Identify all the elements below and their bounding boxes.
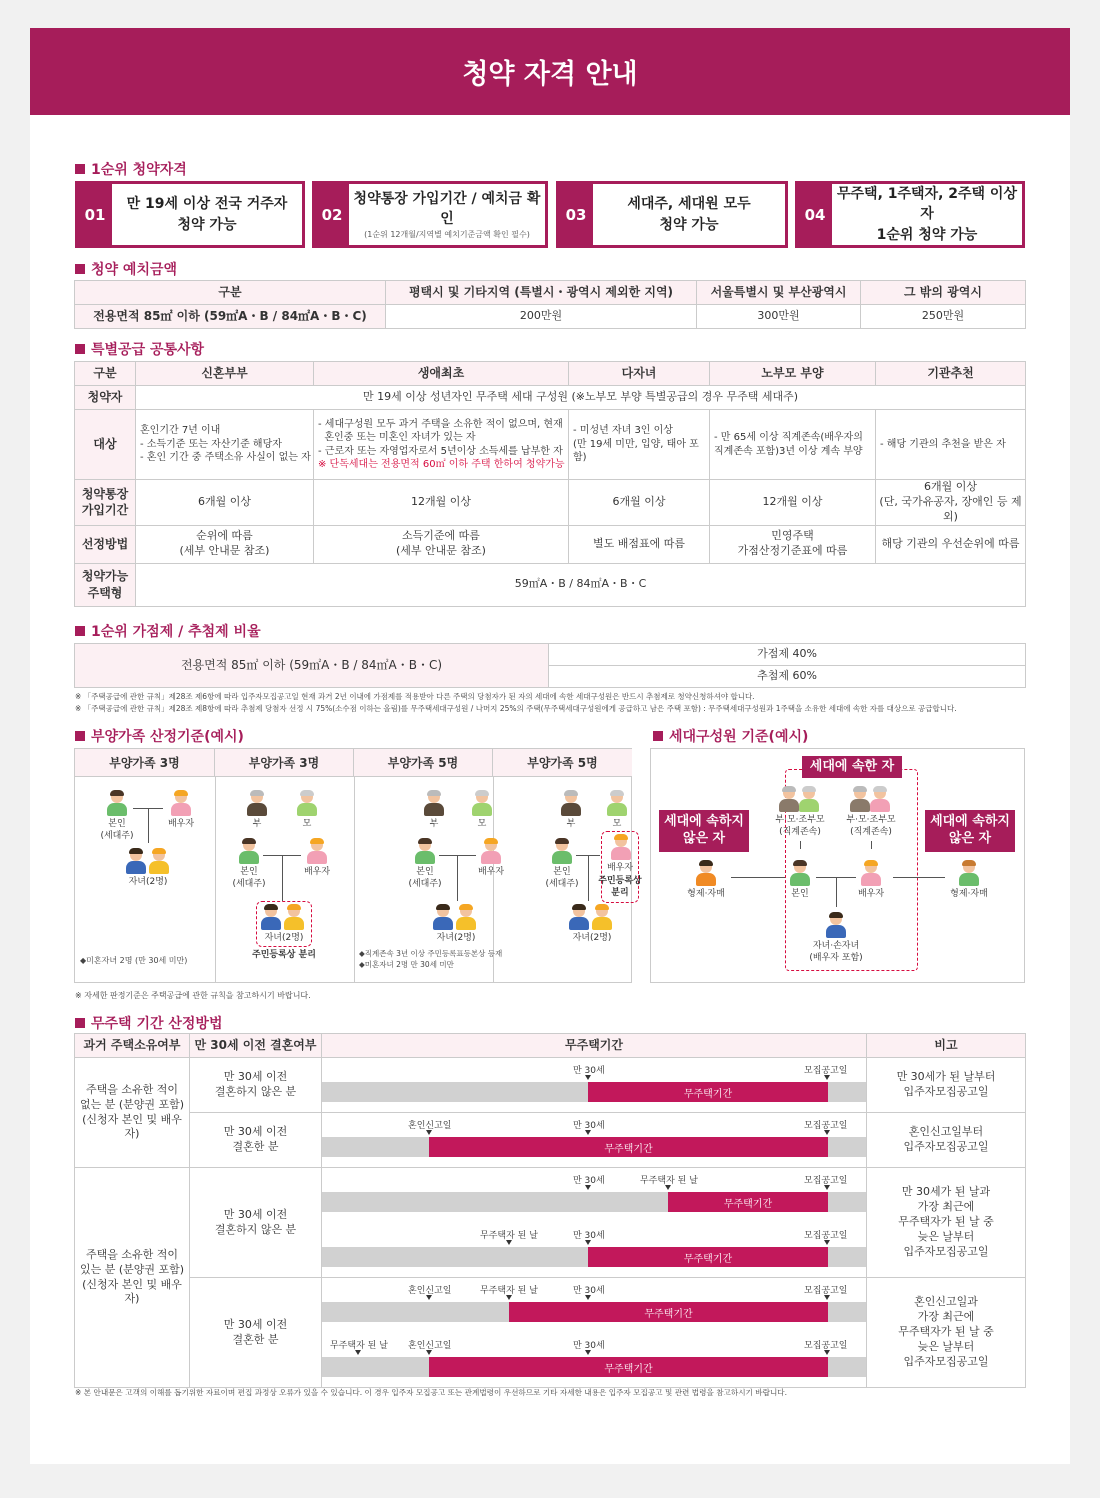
qual-box-4 — [795, 181, 1025, 248]
dep-col-1-title: 부양가족 3명 — [75, 749, 215, 777]
qual-number: 02 — [315, 184, 349, 245]
qual-line-2: 청약 가능 — [659, 216, 719, 233]
page — [30, 28, 1070, 1464]
tl-bar: 무주택기간 — [668, 1192, 828, 1212]
section-title-6: 세대구성원 기준(예시) — [653, 726, 808, 746]
tl-nohome: 무주택자 된 날 — [330, 1341, 388, 1351]
qual-line-2: 1순위 청약 가능 — [876, 226, 978, 243]
dep-col-4-title: 부양가족 5명 — [493, 749, 632, 777]
household-panel: 세대에 속한 자 세대에 속하지 않은 자 세대에 속하지 않은 자 부·모·조부모 (직계존속) 부·모·조부모 (직계존속) 본인 배우자 형제·자매 형제·자매 자녀·손자녀 (배우자 포함) — [650, 748, 1025, 983]
dep-col-3-title: 부양가족 5명 — [354, 749, 493, 777]
special-supply-table: 구분 신혼부부 생애최초 다자녀 노부모 부양 기관추천 청약자 만 19세 이상 성년자인 무주택 세대 구성원 (※노부모 부양 특별공급의 경우 무주택 세대주) 대상 혼인기간 7년 이내 - 소득기준 또는 자산기준 해당자 - 혼인 기간 중 주택소유 사실이 없는 자 - 세대구성원 모두 과거 주택을 소유한 적이 없으며, 현재 혼인중 또는 미혼인 자녀가 있는 자 - 근로자 또는 자영업자로서 5년이상 소득세를 납부한 자 ※ 단독세대는 전용면적 60㎡ 이하 주택 한하여 청약가능 - 미성년 자녀 3인 이상 (만 19세 미만, 입양, 태아 포함) - 만 65세 이상 직계존속(배우자의 직계존속 포함)3년 이상 계속 부양 - 해당 기관의 추천을 받은 자 청약통장 가입기간 6개월 이상 12개월 이상 6개월 이상 12개월 이상 6개월 이상 (단, 국가유공자, 장애인 등 제외) 선정방법 순위에 따름 (세부 안내문 참조) 소득기준에 따름 (세부 안내문 참조) 별도 배점표에 따름 민영주택 가점산정기준표에 따름 해당 기관의 우선순위에 따름 청약가능 주택형 59㎡A・B / 84㎡A・B・C — [74, 361, 1026, 607]
qual-line-1: 만 19세 이상 전국 거주자 — [126, 196, 288, 213]
grandfather-icon — [778, 787, 800, 813]
dep-note: ※ 자세한 판정기준은 주택공급에 관한 규칙을 참고하시기 바랍니다. — [75, 991, 311, 1000]
grandmother-icon — [869, 787, 891, 813]
father-icon — [246, 791, 268, 817]
qual-line-1: 청약통장 가입기간 / 예치금 확인 — [353, 191, 541, 228]
dependent-panel: 부양가족 3명 부양가족 3명 부양가족 5명 부양가족 5명 본인 (세대주) 배우자 자녀(2명) ◆미혼자녀 2명 (만 30세 미만) 부 모 본인 (세대주) 배우자 자녀(2명) 주민등록상 분리 부 모 본인 (세대주) 배우자 자녀(2명) ◆직계존속 3년 이상 주민등록표등본상 등재 ◆미혼자녀 2명 만 30세 미만 부 모 본인 (세대주) 배우자 주민등록상 분리 자녀(2명) — [74, 748, 632, 983]
ratio-note-2: ※ 「주택공급에 관한 규칙」제28조 제8항에 따라 추첨제 당첨자 선정 시 75%(소수점 이하는 올림)를 무주택세대구성원 / 나머지 25%의 주택(무주택세대구성원에게 공급하고 남은 주택 포함) : 무주택세대구성원과 1주택을 소유한 세대에 속한 자를 대상으로 공급합니다. — [75, 704, 957, 713]
child-girl-icon — [283, 905, 305, 931]
self-man-icon — [106, 791, 128, 817]
mother-icon — [296, 791, 318, 817]
tl-notice: 모집공고일 — [804, 1341, 848, 1351]
child-boy-icon — [125, 849, 147, 875]
nohome-table: 과거 주택소유여부 만 30세 이전 결혼여부 무주택기간 비고 주택을 소유한 적이 없는 분 (분양권 포함) (신청자 본인 및 배우자) 만 30세 이전 결혼하지 않은 분 만 30세가 된 날부터 입주자모집공고일 만 30세 이전 결혼한 분 혼인신고일부터 입주자모집공고일 주택을 소유한 적이 있는 분 (분양권 포함) (신청자 본인 및 배우자) 만 30세 이전 결혼하지 않은 분 만 30세가 된 날과 가장 최근에 무주택자가 된 날 중 늦은 날부터 입주자모집공고일 만 30세 이전 결혼한 분 혼인신고일과 가장 최근에 무주택자가 된 날 중 늦은 날부터 입주자모집공고일 — [74, 1033, 1026, 1388]
child-boy-icon — [568, 905, 590, 931]
not-belong-tag-left: 세대에 속하지 않은 자 — [659, 810, 749, 852]
tl-age30: 만 30세 — [573, 1066, 605, 1076]
self-man-icon — [414, 839, 436, 865]
tl-age30: 만 30세 — [573, 1121, 605, 1131]
qual-line-2: 청약 가능 — [177, 216, 237, 233]
tl-bar: 무주택기간 — [429, 1357, 828, 1377]
mother-icon — [471, 791, 493, 817]
spouse-woman-icon — [480, 839, 502, 865]
page-title: 청약 자격 안내 — [30, 28, 1070, 115]
dep-col-2-title: 부양가족 3명 — [215, 749, 354, 777]
section-title-1: 1순위 청약자격 — [75, 159, 187, 179]
mother-icon — [606, 791, 628, 817]
tl-wedding: 혼인신고일 — [408, 1341, 452, 1351]
child-boy-icon — [432, 905, 454, 931]
belong-tag: 세대에 속한 자 — [802, 756, 902, 778]
qual-sub: (1순위 12개월/지역별 예치기준금액 확인 필수) — [364, 229, 530, 239]
section-title-4: 1순위 가점제 / 추첨제 비율 — [75, 621, 261, 641]
tl-notice: 모집공고일 — [804, 1066, 848, 1076]
section-title-2: 청약 예치금액 — [75, 259, 177, 279]
not-belong-tag-right: 세대에 속하지 않은 자 — [925, 810, 1015, 852]
tl-age30: 만 30세 — [573, 1341, 605, 1351]
tl-bar: 무주택기간 — [509, 1302, 828, 1322]
qual-box-2 — [312, 181, 548, 248]
dep-footnote-1: ◆미혼자녀 2명 (만 30세 미만) — [80, 956, 188, 965]
qual-box-1 — [75, 181, 305, 248]
footnote: ※ 본 안내문은 고객의 이해를 돕기위한 자료이며 편집 과정상 오류가 있을 수 있습니다. 이 경우 입주자 모집공고 또는 관계법령이 우선하므로 기타 자세한 내용은 입주자 모집공고 및 관련 법령을 참고하시기 바랍니다. — [75, 1388, 788, 1397]
tl-notice: 모집공고일 — [804, 1231, 848, 1241]
grandfather-icon — [849, 787, 871, 813]
qual-line-1: 세대주, 세대원 모두 — [627, 196, 751, 213]
spouse-woman-icon — [170, 791, 192, 817]
tl-nohome: 무주택자 된 날 — [640, 1176, 698, 1186]
section-title-3: 특별공급 공통사항 — [75, 339, 204, 359]
qual-number: 04 — [798, 184, 832, 245]
tl-notice: 모집공고일 — [804, 1286, 848, 1296]
child-icon — [825, 913, 847, 939]
father-icon — [560, 791, 582, 817]
tl-age30: 만 30세 — [573, 1231, 605, 1241]
tl-bar: 무주택기간 — [588, 1247, 828, 1267]
self-man-icon — [238, 839, 260, 865]
child-girl-icon — [148, 849, 170, 875]
sibling-man-icon — [695, 861, 717, 887]
dep-footnote-3b: ◆미혼자녀 2명 만 30세 미만 — [359, 960, 454, 969]
qual-line-1: 무주택, 1주택자, 2주택 이상자 — [837, 186, 1017, 223]
father-icon — [423, 791, 445, 817]
tl-age30: 만 30세 — [573, 1176, 605, 1186]
dep-footnote-3a: ◆직계존속 3년 이상 주민등록표등본상 등재 — [359, 949, 503, 958]
self-man-icon — [789, 861, 811, 887]
self-man-icon — [551, 839, 573, 865]
spouse-woman-icon — [610, 835, 632, 861]
section-title-7: 무주택 기간 산정방법 — [75, 1013, 222, 1033]
section-title-5: 부양가족 산정기준(예시) — [75, 726, 244, 746]
tl-wedding: 혼인신고일 — [408, 1286, 452, 1296]
ratio-note-1: ※ 「주택공급에 관한 규칙」제28조 제6항에 따라 입주자모집공고일 현재 과거 2년 이내에 가점제를 적용받아 다른 주택의 당첨자가 된 자의 세대에 속한 세대구성원은 반드시 추첨제로 청약신청하셔야 합니다. — [75, 692, 755, 701]
tl-notice: 모집공고일 — [804, 1176, 848, 1186]
child-boy-icon — [260, 905, 282, 931]
ratio-table: 전용면적 85㎡ 이하 (59㎡A・B / 84㎡A・B・C) 가점제 40% 추첨제 60% — [74, 643, 1026, 688]
qual-box-3 — [556, 181, 788, 248]
tl-bar: 무주택기간 — [588, 1082, 828, 1102]
tl-nohome: 무주택자 된 날 — [480, 1286, 538, 1296]
child-girl-icon — [591, 905, 613, 931]
tl-wedding: 혼인신고일 — [408, 1121, 452, 1131]
tl-nohome: 무주택자 된 날 — [480, 1231, 538, 1241]
spouse-woman-icon — [860, 861, 882, 887]
tl-notice: 모집공고일 — [804, 1121, 848, 1131]
qual-number: 01 — [78, 184, 112, 245]
child-girl-icon — [455, 905, 477, 931]
spouse-woman-icon — [306, 839, 328, 865]
tl-age30: 만 30세 — [573, 1286, 605, 1296]
grandmother-icon — [798, 787, 820, 813]
sibling-woman-icon — [958, 861, 980, 887]
qual-number: 03 — [559, 184, 593, 245]
tl-bar: 무주택기간 — [429, 1137, 828, 1157]
deposit-table: 구분 평택시 및 기타지역 (특별시・광역시 제외한 지역) 서울특별시 및 부산광역시 그 밖의 광역시 전용면적 85㎡ 이하 (59㎡A・B / 84㎡A・B・C) 200만원 300만원 250만원 — [74, 280, 1026, 329]
